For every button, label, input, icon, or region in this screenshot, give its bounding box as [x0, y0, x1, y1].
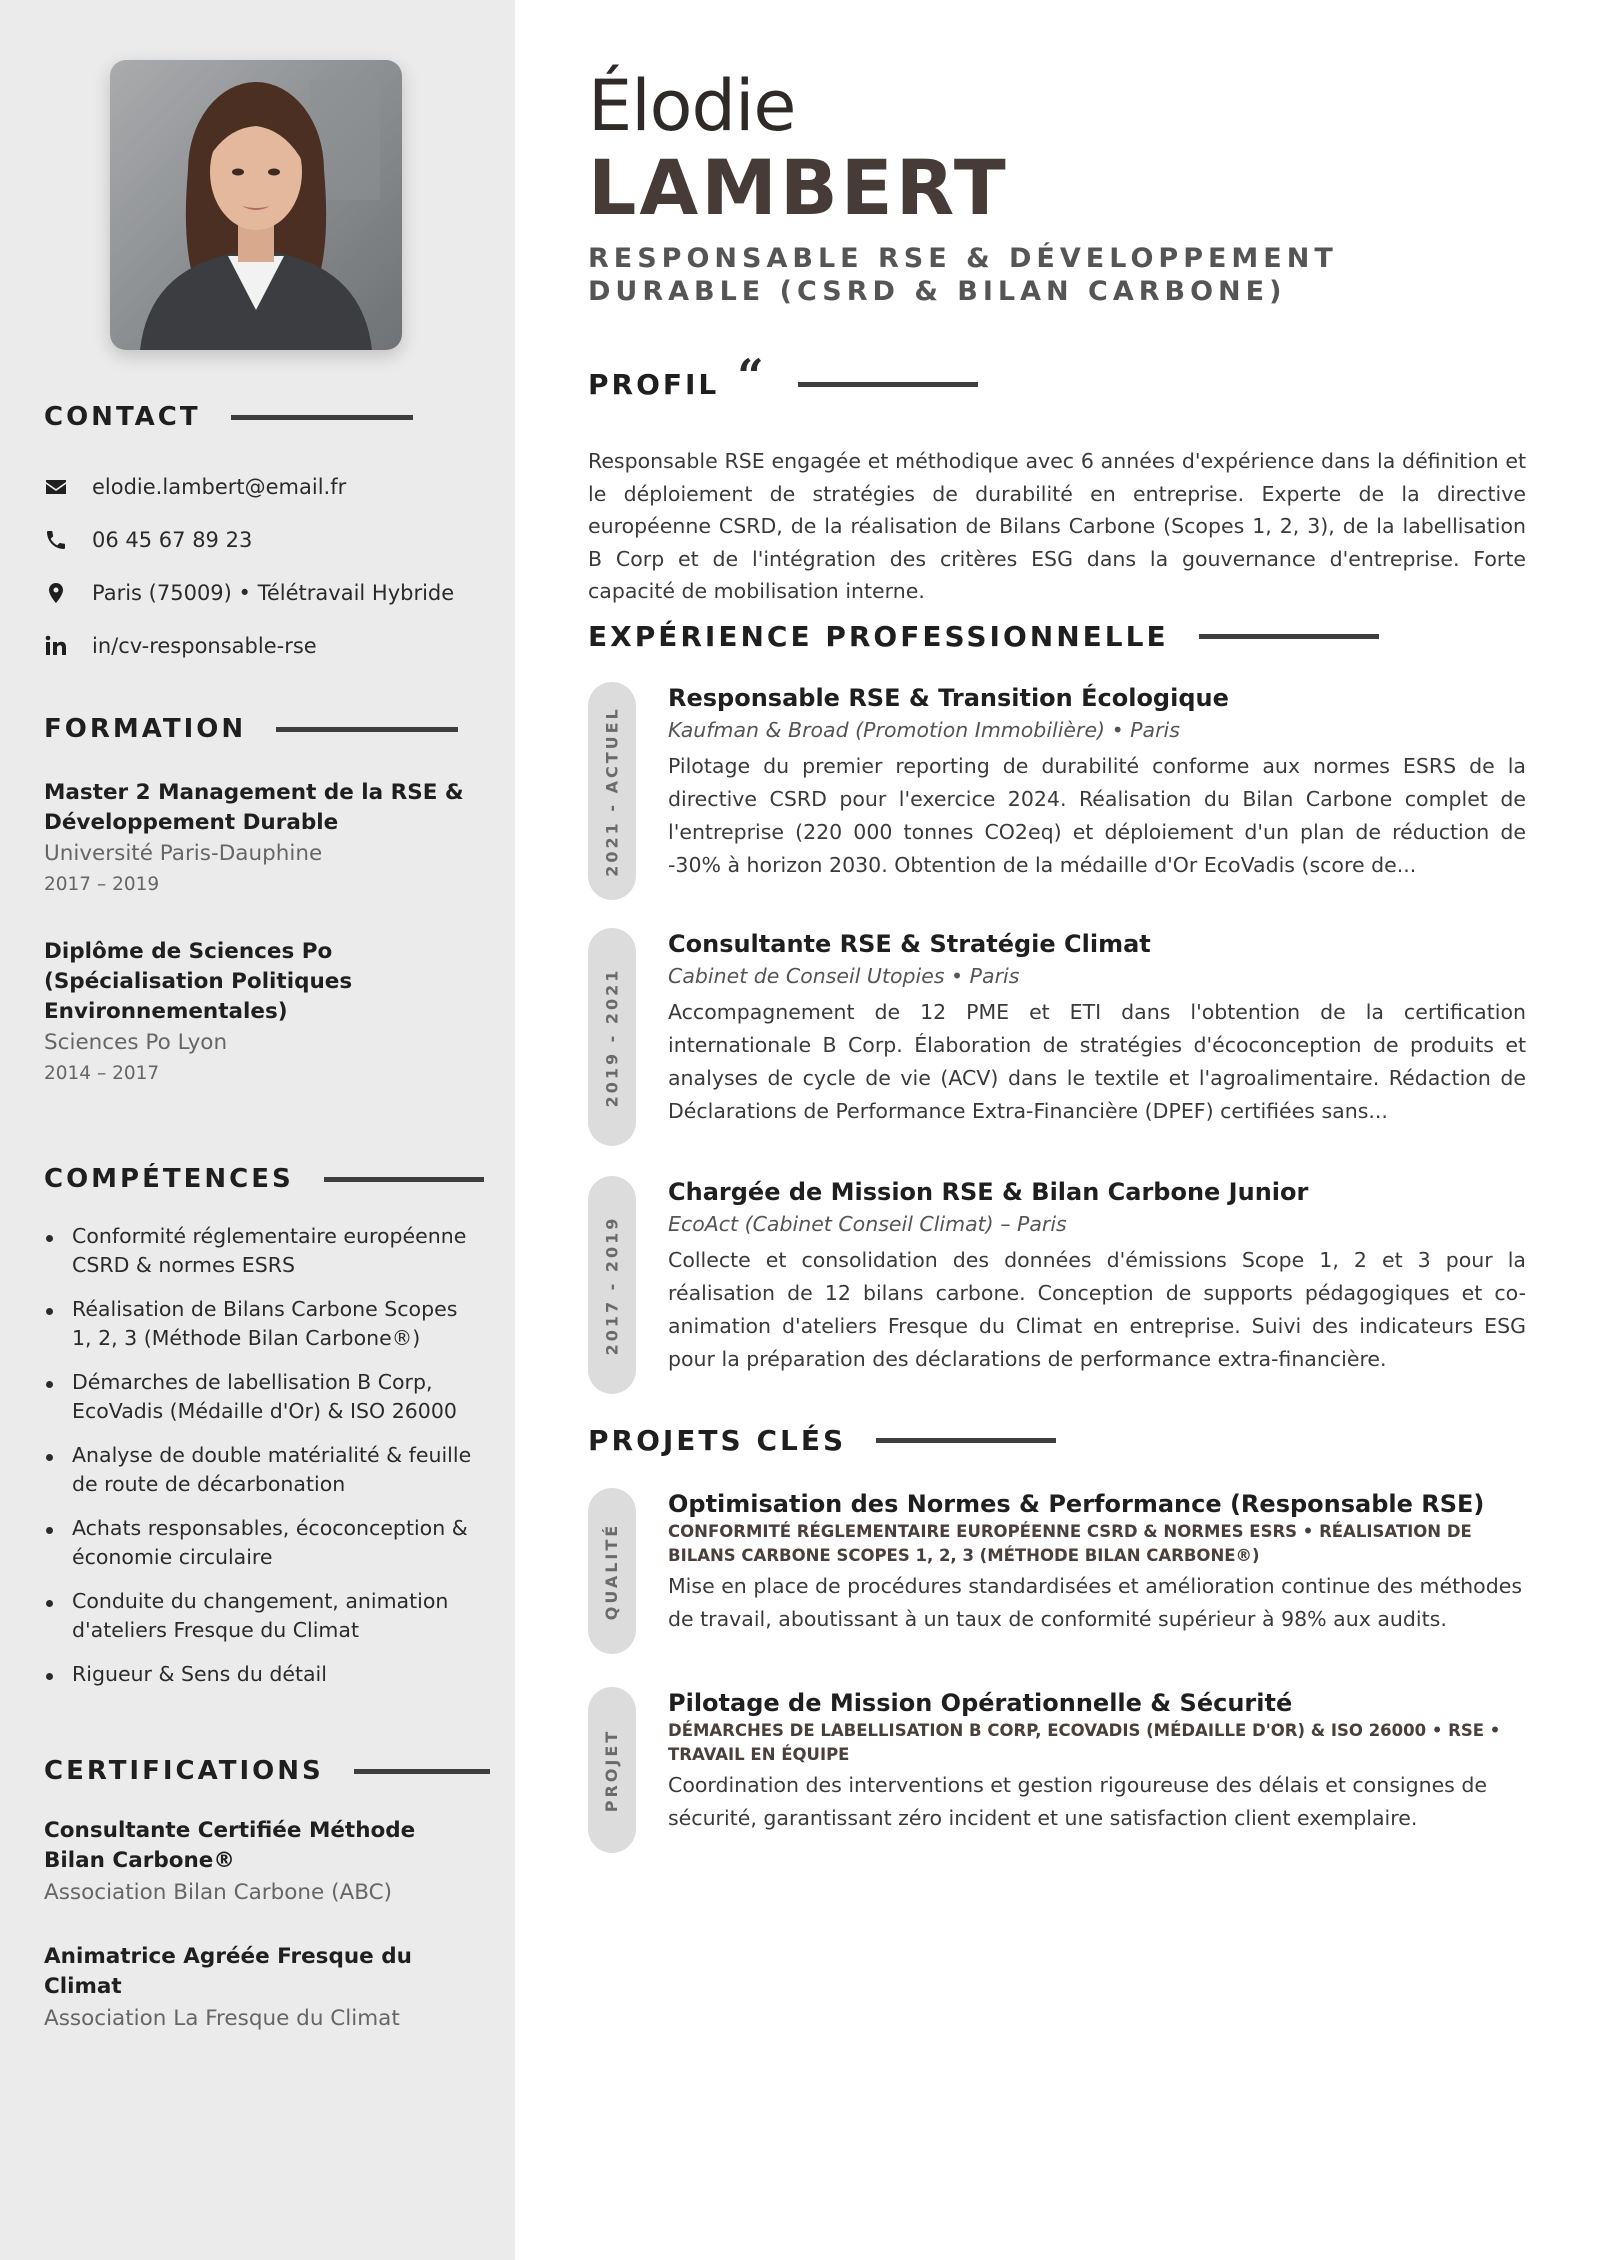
experience-company: Cabinet de Conseil Utopies • Paris: [668, 964, 1020, 988]
experience-body: [668, 1176, 1526, 1376]
contact-linkedin[interactable]: [44, 619, 454, 672]
first-name: Élodie: [588, 65, 796, 147]
period-pill: [588, 1176, 636, 1394]
contact-email[interactable]: [44, 460, 454, 513]
contact-email-text[interactable]: elodie.lambert@email.fr: [92, 474, 347, 499]
formation-school: Sciences Po Lyon: [44, 1030, 228, 1055]
contact-location-text: Paris (75009) • Télétravail Hybride: [92, 580, 455, 605]
project-tag: PROJET: [602, 1728, 622, 1812]
profile-heading-label: PROFIL: [588, 368, 720, 401]
profile-heading: [588, 348, 978, 403]
skill-item: Démarches de labellisation B Corp, EcoVadis (Médaille d'Or) & ISO 26000: [44, 1368, 474, 1426]
period-label: 2017 - 2019: [602, 1215, 622, 1355]
experience-heading-label: EXPÉRIENCE PROFESSIONNELLE: [588, 620, 1169, 653]
project-title: Pilotage de Mission Opérationnelle & Sécurité: [668, 1689, 1293, 1717]
certification-title: Animatrice Agréée Fresque du Climat: [44, 1944, 412, 1999]
heading-rule: [876, 1438, 1056, 1443]
skill-item: Réalisation de Bilans Carbone Scopes 1, 2, 3 (Méthode Bilan Carbone®): [44, 1295, 474, 1353]
experience-item: [588, 682, 1528, 902]
project-tag-pill: [588, 1687, 636, 1853]
skills-heading: [44, 1164, 484, 1194]
project-title: Optimisation des Normes & Performance (Responsable RSE): [668, 1490, 1485, 1518]
contact-list: [44, 460, 454, 672]
map-marker-icon: [44, 581, 92, 605]
heading-rule: [1199, 634, 1379, 639]
envelope-icon: [44, 475, 92, 499]
formation-years: 2017 – 2019: [44, 874, 160, 895]
project-description: Mise en place de procédures standardisées et amélioration continue des méthodes de travail, aboutissant à un taux de conformité supérieur à 98% aux audits.: [668, 1574, 1523, 1631]
formation-title: Master 2 Management de la RSE & Développement Durable: [44, 780, 464, 835]
certification-org: Association La Fresque du Climat: [44, 2006, 400, 2031]
phone-icon: [44, 528, 92, 552]
sidebar: [0, 0, 515, 2260]
experience-description: Collecte et consolidation des données d'émissions Scope 1, 2 et 3 pour la réalisation de 12 bilans carbone. Conception de supports pédagogiques et co-animation d'ateliers Fresque du Climat en entreprise. Suivi des indicateurs ESG pour la préparation des déclarations de performance extra-financière.: [668, 1248, 1526, 1371]
quote-icon: “: [737, 348, 764, 403]
certification-item: [44, 1942, 474, 2036]
contact-phone-text[interactable]: 06 45 67 89 23: [92, 527, 253, 552]
project-subtitle: CONFORMITÉ RÉGLEMENTAIRE EUROPÉENNE CSRD & NORMES ESRS • RÉALISATION DE BILANS CARBONE SCOPES 1, 2, 3 (MÉTHODE BILAN CARBONE®): [668, 1522, 1472, 1565]
heading-rule: [324, 1177, 484, 1182]
certification-title: Consultante Certifiée Méthode Bilan Carbone®: [44, 1818, 416, 1873]
project-description: Coordination des interventions et gestion rigoureuse des délais et consignes de sécurité, garantissant zéro incident et une satisfaction client exemplaire.: [668, 1773, 1488, 1830]
experience-item: [588, 1176, 1528, 1396]
experience-body: [668, 682, 1526, 882]
heading-rule: [276, 727, 458, 732]
profile-summary: Responsable RSE engagée et méthodique avec 6 années d'expérience dans la définition et le déploiement de stratégies de durabilité en entreprise. Experte de la directive européenne CSRD, de la réalisation de Bilans Carbone (Scopes 1, 2, 3), de la labellisation B Corp et de l'intégration des critères ESG dans la gouvernance d'entreprise. Forte capacité de mobilisation interne.: [588, 449, 1526, 603]
heading-rule: [354, 1769, 490, 1774]
certifications-heading-label: CERTIFICATIONS: [44, 1756, 324, 1786]
skill-item: Conduite du changement, animation d'ateliers Fresque du Climat: [44, 1587, 474, 1645]
project-item: [588, 1488, 1528, 1658]
project-tag: QUALITÉ: [602, 1522, 622, 1620]
experience-title: Chargée de Mission RSE & Bilan Carbone Junior: [668, 1178, 1309, 1206]
experience-title: Responsable RSE & Transition Écologique: [668, 684, 1229, 712]
experience-item: [588, 928, 1528, 1148]
contact-phone[interactable]: [44, 513, 454, 566]
period-pill: [588, 928, 636, 1146]
skills-heading-label: COMPÉTENCES: [44, 1164, 294, 1194]
formation-heading: [44, 714, 458, 744]
skill-item: Conformité réglementaire européenne CSRD & normes ESRS: [44, 1222, 474, 1280]
contact-heading: [44, 402, 413, 432]
project-tag-pill: [588, 1488, 636, 1654]
heading-rule: [798, 382, 978, 387]
certification-item: [44, 1816, 474, 1910]
job-title: RESPONSABLE RSE & DÉVELOPPEMENT DURABLE (CSRD & BILAN CARBONE): [588, 243, 1338, 307]
formation-item: [44, 937, 464, 1089]
certification-org: Association Bilan Carbone (ABC): [44, 1880, 392, 1905]
skill-item: Analyse de double matérialité & feuille de route de décarbonation: [44, 1441, 474, 1499]
heading-rule: [231, 415, 413, 420]
experience-company: Kaufman & Broad (Promotion Immobilière) • Paris: [668, 718, 1180, 742]
experience-company: EcoAct (Cabinet Conseil Climat) – Paris: [668, 1212, 1067, 1236]
formation-school: Université Paris-Dauphine: [44, 841, 323, 866]
projects-heading-label: PROJETS CLÉS: [588, 1424, 847, 1457]
project-body: [668, 1488, 1526, 1636]
last-name: LAMBERT: [588, 143, 1009, 232]
experience-description: Pilotage du premier reporting de durabilité conforme aux normes ESRS de la directive CSRD pour l'exercice 2024. Réalisation du Bilan Carbone complet de l'entreprise (220 000 tonnes CO2eq) et déploiement d'un plan de réduction de -30% à horizon 2030. Obtention de la médaille d'Or EcoVadis (score de...: [668, 754, 1526, 877]
formation-title: Diplôme de Sciences Po (Spécialisation Politiques Environnementales): [44, 939, 353, 1024]
formation-item: [44, 778, 464, 900]
contact-linkedin-text[interactable]: in/cv-responsable-rse: [92, 633, 317, 658]
linkedin-icon: [44, 634, 92, 658]
skills-list: [44, 1222, 474, 1704]
project-item: [588, 1687, 1528, 1857]
formation-years: 2014 – 2017: [44, 1063, 160, 1084]
contact-location: [44, 566, 454, 619]
experience-description: Accompagnement de 12 PME et ETI dans l'obtention de la certification internationale B Corp. Élaboration de stratégies d'écoconception de produits et analyses de cycle de vie (ACV) dans le textile et l'agroalimentaire. Rédaction de Déclarations de Performance Extra-Financière (DPEF) certifiées sans...: [668, 1000, 1526, 1123]
certifications-heading: [44, 1756, 490, 1786]
project-subtitle: DÉMARCHES DE LABELLISATION B CORP, ECOVADIS (MÉDAILLE D'OR) & ISO 26000 • RSE • TRAVAIL EN ÉQUIPE: [668, 1721, 1501, 1764]
skill-item: Achats responsables, écoconception & économie circulaire: [44, 1514, 474, 1572]
formation-heading-label: FORMATION: [44, 714, 247, 744]
profile-photo: [110, 60, 402, 350]
contact-heading-label: CONTACT: [44, 402, 201, 432]
projects-heading: [588, 1424, 1056, 1457]
period-pill: [588, 682, 636, 900]
experience-body: [668, 928, 1526, 1128]
experience-title: Consultante RSE & Stratégie Climat: [668, 930, 1151, 958]
period-label: 2019 - 2021: [602, 967, 622, 1107]
project-body: [668, 1687, 1526, 1835]
skill-item: Rigueur & Sens du détail: [44, 1660, 474, 1689]
period-label: 2021 - ACTUEL: [602, 705, 622, 877]
experience-heading: [588, 620, 1379, 653]
